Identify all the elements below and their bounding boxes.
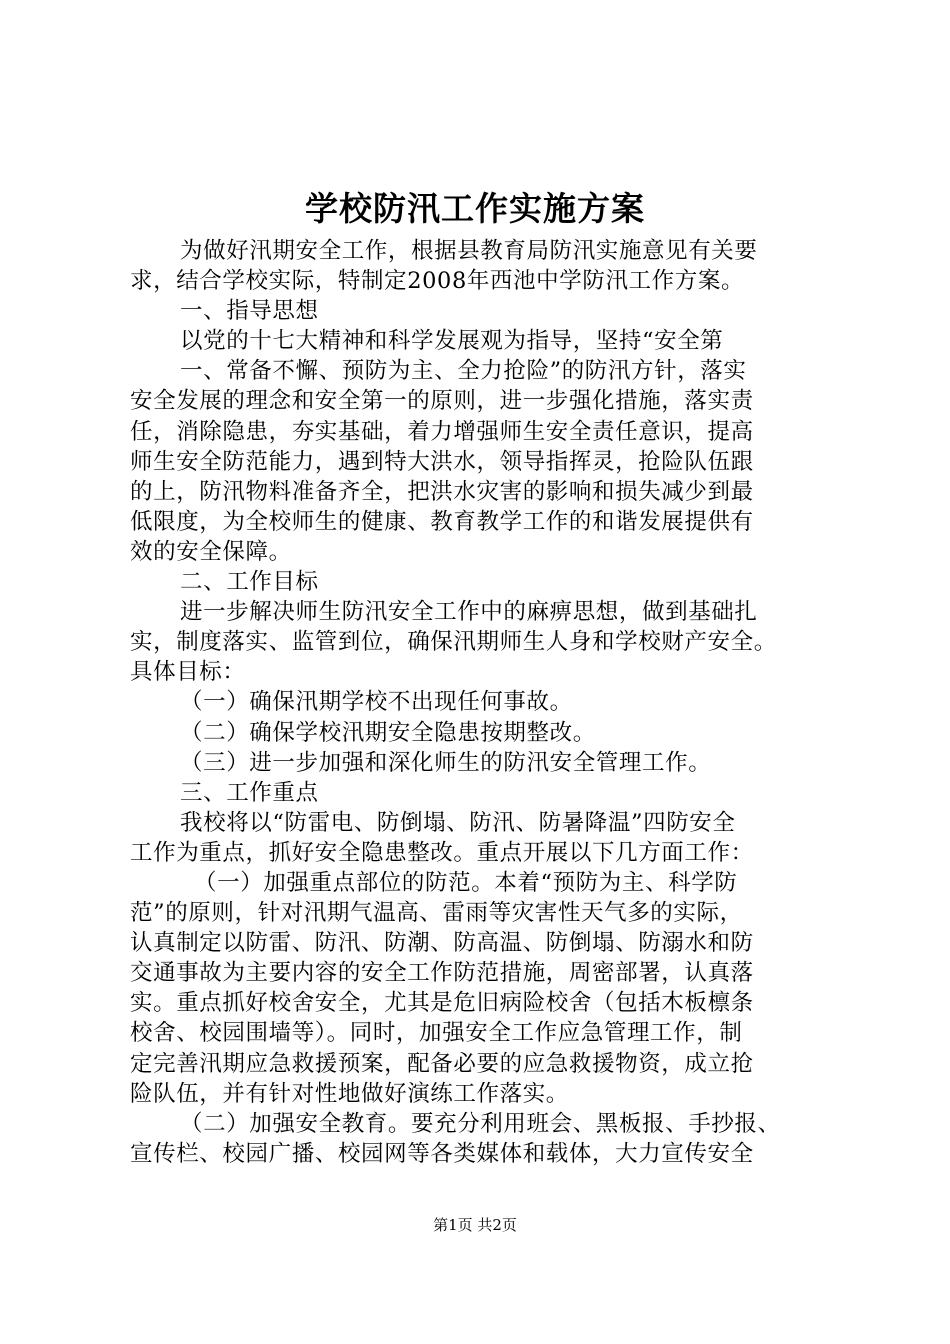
paragraph-line: 以党的十七大精神和科学发展观为指导，坚持“安全第 [180,328,724,355]
paragraph-line: 为做好汛期安全工作，根据县教育局防汛实施意见有关要 [180,238,758,264]
paragraph-line: 范”的原则，针对汛期气温高、雷雨等灾害性天气多的实际， [130,900,743,927]
paragraph-line: 校舍、校园围墙等）。同时，加强安全工作应急管理工作，制 [130,1020,743,1047]
paragraph-line: 实。重点抓好校舍安全，尤其是危旧病险校舍（包括木板檩条 [130,990,754,1017]
paragraph-line: 实，制度落实、监管到位，确保汛期师生人身和学校财产安全。 [130,629,777,656]
paragraph-line: 认真制定以防雷、防汛、防潮、防高温、防倒塌、防溺水和防 [130,930,754,957]
paragraph-line: 宣传栏、校园广播、校园网等各类媒体和载体，大力宣传安全 [130,1140,754,1167]
document-title: 学校防汛工作实施方案 [305,189,645,228]
document-body [130,236,835,1169]
paragraph-line: 安全发展的理念和安全第一的原则，进一步强化措施，落实责 [130,388,754,415]
list-item: （一）确保汛期学校不出现任何事故。 [180,689,573,716]
paragraph-line: 我校将以“防雷电、防倒塌、防汛、防暑降温”四防安全 [180,809,736,836]
paragraph-line: 工作为重点，抓好安全隐患整改。重点开展以下几方面工作： [130,839,754,866]
paragraph-line: 任，消除隐患，夯实基础，着力增强师生安全责任意识，提高 [130,418,754,445]
paragraph-line: 求，结合学校实际，特制定2008年西池中学防汛工作方案。 [130,268,745,295]
page-footer: 第1页 共2页 [433,1216,517,1234]
paragraph-line: 一、常备不懈、预防为主、全力抢险”的防汛方针，落实 [180,358,747,385]
paragraph-line: 低限度，为全校师生的健康、教育教学工作的和谐发展提供有 [130,508,754,535]
paragraph-line: （二）加强安全教育。要充分利用班会、黑板报、手抄报、 [180,1110,781,1137]
paragraph-line: 进一步解决师生防汛安全工作中的麻痹思想，做到基础扎 [180,599,758,626]
section-heading: 二、工作目标 [180,569,319,596]
list-item: （二）确保学校汛期安全隐患按期整改。 [180,719,596,746]
paragraph-line: 师生安全防范能力，遇到特大洪水，领导指挥灵，抢险队伍跟 [130,448,754,475]
section-heading: 三、工作重点 [180,779,319,806]
paragraph-line: 险队伍，并有针对性地做好演练工作落实。 [130,1080,569,1107]
section-heading: 一、指导思想 [180,298,319,325]
paragraph-line: （一）加强重点部位的防范。本着“预防为主、科学防 [194,869,738,896]
paragraph-line: 定完善汛期应急救援预案，配备必要的应急救援物资，成立抢 [130,1050,754,1077]
paragraph-line: 的上，防汛物料准备齐全，把洪水灾害的影响和损失减少到最 [130,478,754,505]
paragraph-line: 具体目标： [130,659,246,686]
list-item: （三）进一步加强和深化师生的防汛安全管理工作。 [180,749,712,776]
paragraph-line: 交通事故为主要内容的安全工作防范措施，周密部署，认真落 [130,960,754,987]
paragraph-line: 效的安全保障。 [130,538,292,565]
